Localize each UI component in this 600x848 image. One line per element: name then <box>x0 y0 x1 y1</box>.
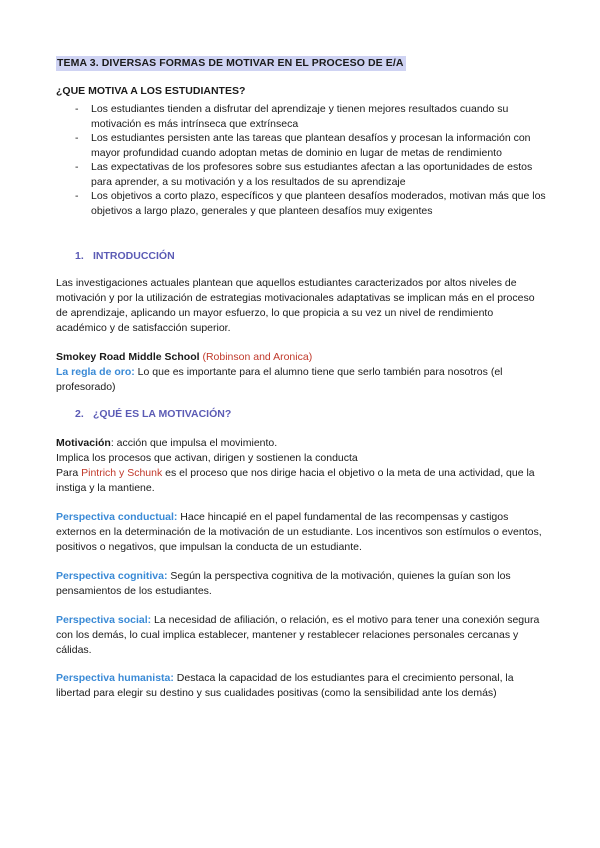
para-prefix: Para <box>56 467 82 479</box>
perspectiva-conductual <box>56 510 546 555</box>
bullet-text: Los objetivos a corto plazo, específicos y que planteen desafíos moderados, motivan más que los objetivos a largo plazo, generales y que planteen desafíos muy exigentes <box>91 190 546 217</box>
section-title: ¿QUÉ ES LA MOTIVACIÓN? <box>93 408 232 420</box>
perspectiva-humanista <box>56 671 546 701</box>
bullet-dash: - <box>75 132 79 144</box>
section-title: INTRODUCCIÓN <box>93 250 175 262</box>
perspectiva-text: Destaca la capacidad de los estudiantes para el crecimiento personal, la libertad para elegir su destino y sus cualidades positivas (como la sensibilidad ante los demás) <box>56 672 514 699</box>
perspectiva-text: La necesidad de afiliación, o relación, es el motivo para tener una conexión segura con los demás, lo cual implica establecer, mantener y restablecer relaciones personales cercanas y cálidas. <box>56 614 540 656</box>
motiva-heading: ¿QUE MOTIVA A LOS ESTUDIANTES? <box>56 85 246 97</box>
motiva-bullet-list <box>56 102 556 218</box>
document-title: TEMA 3. DIVERSAS FORMAS DE MOTIVAR EN EL PROCESO DE E/A <box>57 57 404 69</box>
intro-paragraph: Las investigaciones actuales plantean que aquellos estudiantes caracterizados por altos niveles de motivación y por la utilización de estrategias motivacionales adaptativas se implican más en el proceso de aprendizaje, aplicando un mayor esfuerzo, lo que propicia a su vez un nivel de rendimiento académico y de satisfacción superior. <box>56 277 535 334</box>
motivacion-pintrich-paragraph <box>56 466 546 496</box>
section-heading-introduccion <box>75 250 175 262</box>
bullet-dash: - <box>75 161 79 173</box>
list-item <box>56 189 556 218</box>
section-number: 2. <box>75 408 84 420</box>
section-heading-motivacion <box>75 408 231 420</box>
perspectiva-cognitiva <box>56 569 546 599</box>
bullet-text: Los estudiantes persisten ante las tareas que plantean desafíos y procesan la información con mayor profundidad cuando adoptan metas de dominio en lugar de metas de rendimiento <box>91 132 531 159</box>
para-authors: Pintrich y Schunk <box>81 467 163 479</box>
section-number: 1. <box>75 250 84 262</box>
regla-text: Lo que es importante para el alumno tiene que serlo también para nosotros (el profesorado) <box>56 366 503 393</box>
definition-term: Motivación <box>56 437 111 449</box>
school-name: Smokey Road Middle School <box>56 351 200 363</box>
bullet-dash: - <box>75 103 79 115</box>
bullet-dash: - <box>75 190 79 202</box>
perspectiva-social <box>56 613 546 658</box>
list-item <box>56 102 556 131</box>
regla-label: La regla de oro: <box>56 366 135 378</box>
motivacion-definition <box>56 436 546 451</box>
perspectiva-text: Hace hincapié en el papel fundamental de las recompensas y castigos externos en la determinación de la motivación de un estudiante. Los incentivos son estímulos o eventos, positivos o negativos, que impulsan la conducta de un estudiante. <box>56 511 542 553</box>
list-item <box>56 160 556 189</box>
definition-text: : acción que impulsa el movimiento. <box>110 437 278 449</box>
motivacion-line-2: Implica los procesos que activan, dirigen y sostienen la conducta <box>56 452 358 464</box>
perspectiva-label: Perspectiva social: <box>56 614 152 626</box>
perspectiva-text: Según la perspectiva cognitiva de la motivación, quienes la guían son los pensamientos de los estudiantes. <box>56 570 511 597</box>
regla-de-oro <box>56 365 546 395</box>
bullet-text: Las expectativas de los profesores sobre sus estudiantes afectan a las oportunidades de estos para aprender, a su motivación y a los resultados de su aprendizaje <box>91 161 533 188</box>
perspectiva-label: Perspectiva humanista: <box>56 672 174 684</box>
school-reference: (Robinson and Aronica) <box>202 351 313 363</box>
perspectiva-label: Perspectiva cognitiva: <box>56 570 168 582</box>
perspectiva-label: Perspectiva conductual: <box>56 511 178 523</box>
list-item <box>56 131 556 160</box>
school-line <box>56 350 546 365</box>
bullet-text: Los estudiantes tienden a disfrutar del aprendizaje y tienen mejores resultados cuando su motivación es más intrínseca que extrínseca <box>91 103 509 130</box>
para-text: es el proceso que nos dirige hacia el objetivo o la meta de una actividad, que la instiga y la mantiene. <box>56 467 535 494</box>
